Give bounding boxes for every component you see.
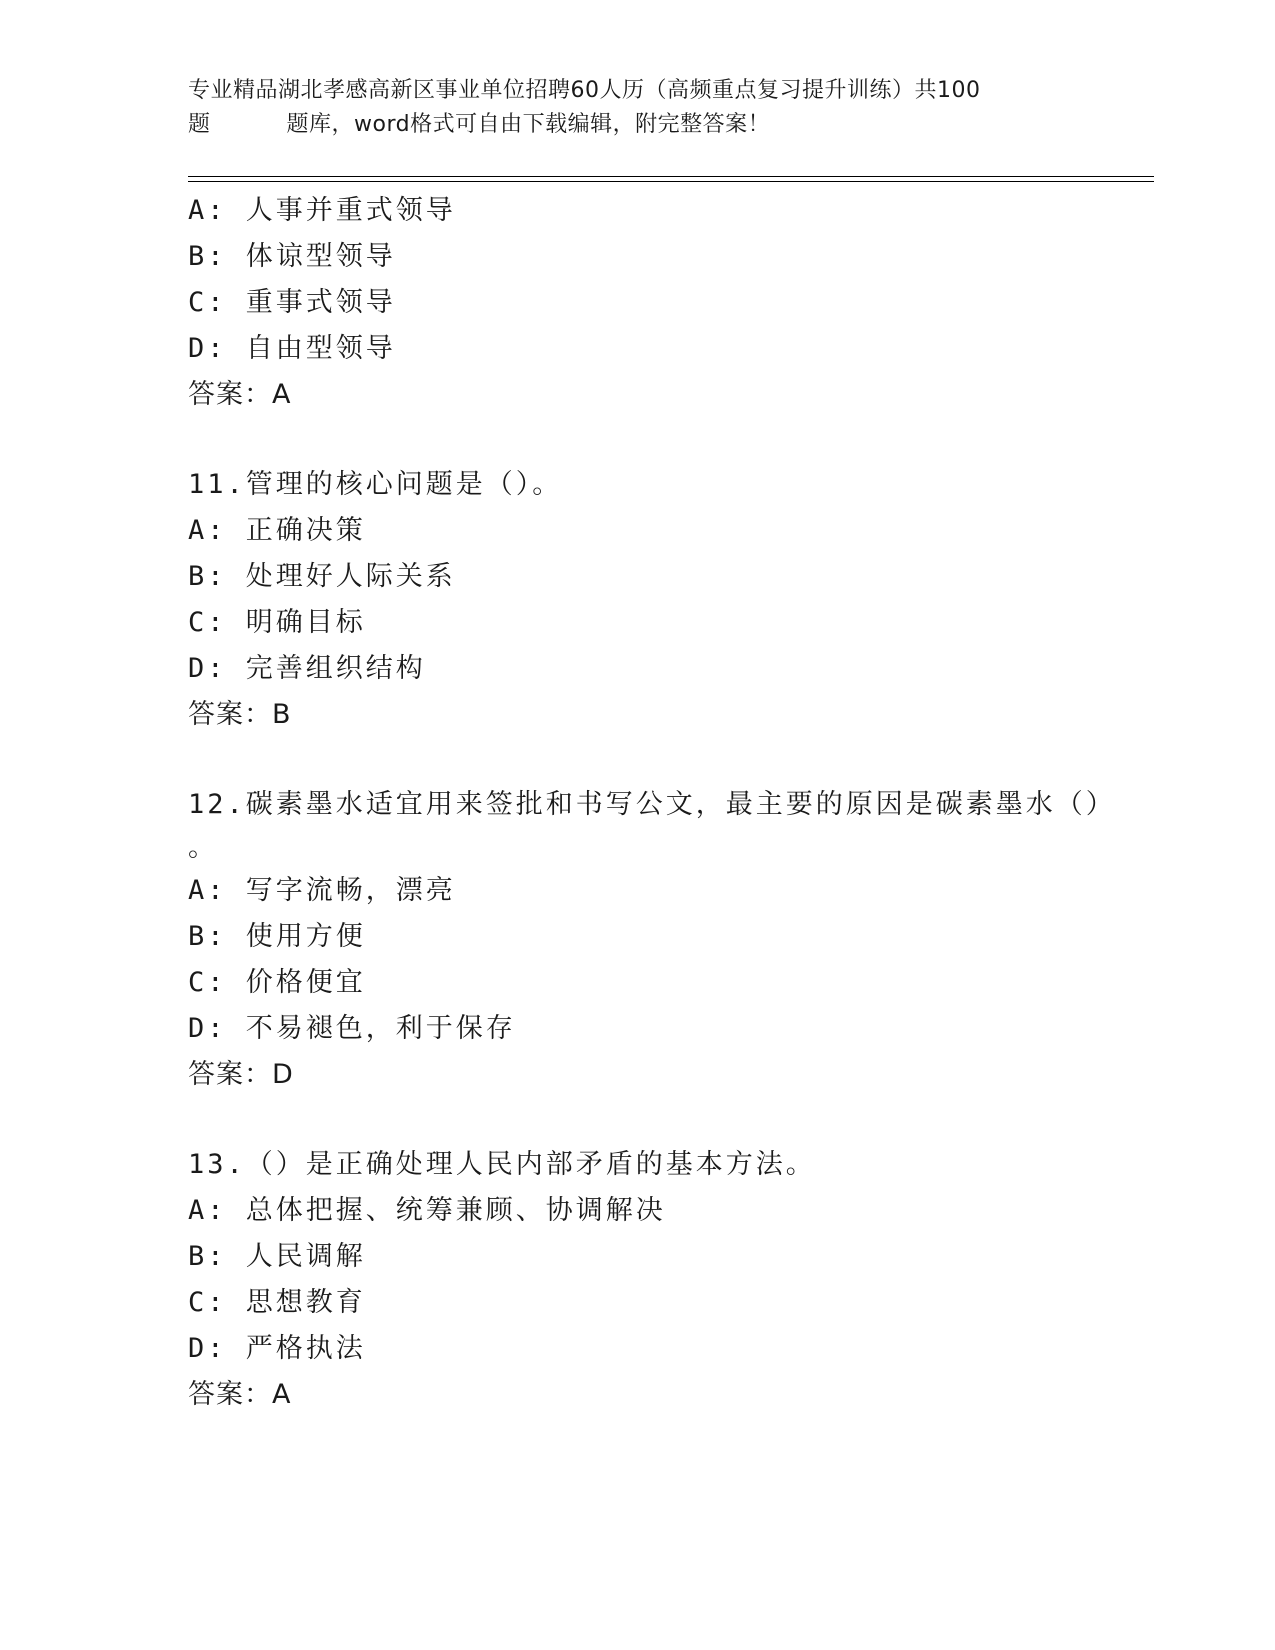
option-b: B: 使用方便: [188, 921, 366, 952]
block-spacer: [188, 418, 1154, 462]
option-b: B: 处理好人际关系: [188, 561, 456, 592]
option-d: D: 严格执法: [188, 1333, 366, 1364]
option-c: C: 思想教育: [188, 1287, 366, 1318]
question-block-10: [188, 188, 1154, 418]
block-spacer: [188, 1098, 1154, 1142]
answer-line: 答案：A: [188, 1379, 292, 1410]
answer-line: 答案：D: [188, 1059, 294, 1090]
block-spacer: [188, 738, 1154, 782]
question-list: [188, 188, 1154, 1418]
question-block-13: [188, 1142, 1154, 1418]
header-rule-bottom: [188, 181, 1154, 182]
option-a: A: 总体把握、统筹兼顾、协调解决: [188, 1195, 666, 1226]
header-line-1: 专业精品湖北孝感高新区事业单位招聘60人历（高频重点复习提升训练）共100: [188, 78, 981, 103]
option-d: D: 完善组织结构: [188, 653, 426, 684]
option-c: C: 价格便宜: [188, 967, 366, 998]
document-header: [188, 74, 1088, 142]
question-block-11: [188, 462, 1154, 738]
header-line-2-start: 题: [188, 112, 211, 137]
option-c: C: 明确目标: [188, 607, 366, 638]
question-block-12: [188, 782, 1154, 1098]
header-line-2-end: 题库，word格式可自由下载编辑，附完整答案！: [286, 112, 771, 137]
option-b: B: 体谅型领导: [188, 241, 396, 272]
header-rule-top: [188, 176, 1154, 177]
option-b: B: 人民调解: [188, 1241, 366, 1272]
question-text: 13.（）是正确处理人民内部矛盾的基本方法。: [188, 1149, 816, 1180]
option-d: D: 不易褪色，利于保存: [188, 1013, 516, 1044]
question-text: 12.碳素墨水适宜用来签批和书写公文，最主要的原因是碳素墨水（）: [188, 789, 1116, 820]
answer-line: 答案：B: [188, 699, 292, 730]
option-a: A: 写字流畅，漂亮: [188, 875, 456, 906]
question-text-continuation: 。: [188, 832, 218, 863]
option-a: A: 人事并重式领导: [188, 195, 456, 226]
option-c: C: 重事式领导: [188, 287, 396, 318]
question-text: 11.管理的核心问题是（）。: [188, 469, 563, 500]
option-d: D: 自由型领导: [188, 333, 396, 364]
answer-line: 答案：A: [188, 379, 292, 410]
header-line-2: [188, 108, 1088, 142]
option-a: A: 正确决策: [188, 515, 366, 546]
